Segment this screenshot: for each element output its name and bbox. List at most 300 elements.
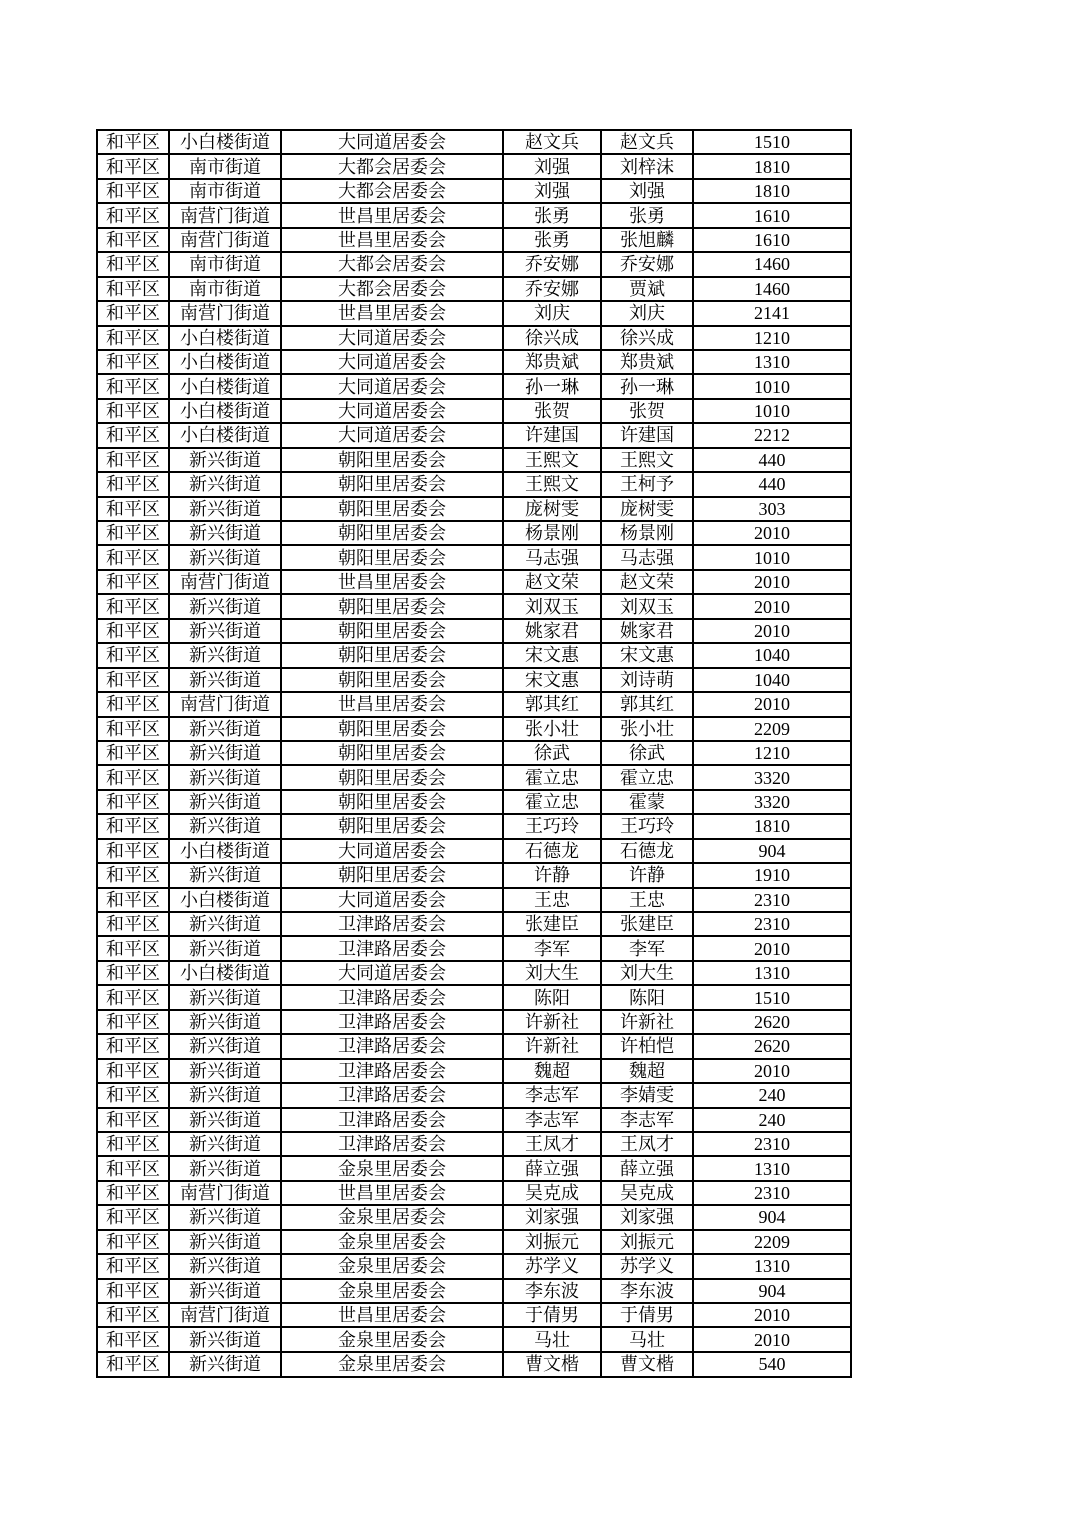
table-cell: 和平区 [97, 301, 169, 325]
table-cell: 徐兴成 [503, 326, 601, 350]
table-row [97, 643, 851, 667]
table-cell: 和平区 [97, 203, 169, 227]
table-cell: 1010 [693, 399, 851, 423]
table-cell: 王忠 [503, 888, 601, 912]
table-cell: 金泉里居委会 [281, 1352, 503, 1377]
table-cell: 王凤才 [503, 1132, 601, 1156]
table-cell: 姚家君 [601, 619, 693, 643]
table-cell: 王忠 [601, 888, 693, 912]
table-cell: 1910 [693, 863, 851, 887]
table-cell: 2310 [693, 1181, 851, 1205]
table-cell: 和平区 [97, 717, 169, 741]
table-cell: 大同道居委会 [281, 888, 503, 912]
table-cell: 刘双玉 [601, 594, 693, 618]
table-cell: 金泉里居委会 [281, 1254, 503, 1278]
table-cell: 卫津路居委会 [281, 1034, 503, 1058]
table-cell: 世昌里居委会 [281, 203, 503, 227]
table-cell: 卫津路居委会 [281, 912, 503, 936]
table-cell: 1610 [693, 203, 851, 227]
table-cell: 朝阳里居委会 [281, 668, 503, 692]
table-row [97, 961, 851, 985]
table-cell: 1310 [693, 961, 851, 985]
table-cell: 王柯予 [601, 472, 693, 496]
table-cell: 魏超 [503, 1059, 601, 1083]
table-cell: 朝阳里居委会 [281, 863, 503, 887]
table-cell: 金泉里居委会 [281, 1205, 503, 1229]
table-cell: 霍立忠 [503, 765, 601, 789]
table-cell: 和平区 [97, 741, 169, 765]
table-cell: 刘大生 [601, 961, 693, 985]
table-cell: 霍立忠 [503, 790, 601, 814]
table-cell: 金泉里居委会 [281, 1327, 503, 1351]
table-cell: 和平区 [97, 1059, 169, 1083]
table-cell: 卫津路居委会 [281, 936, 503, 960]
table-cell: 朝阳里居委会 [281, 643, 503, 667]
table-cell: 440 [693, 472, 851, 496]
table-cell: 马志强 [601, 545, 693, 569]
table-cell: 南营门街道 [169, 1181, 281, 1205]
table-cell: 张小壮 [503, 717, 601, 741]
table-cell: 金泉里居委会 [281, 1279, 503, 1303]
table-cell: 新兴街道 [169, 448, 281, 472]
table-cell: 新兴街道 [169, 545, 281, 569]
table-cell: 303 [693, 497, 851, 521]
table-cell: 新兴街道 [169, 619, 281, 643]
table-row [97, 594, 851, 618]
table-cell: 新兴街道 [169, 1279, 281, 1303]
table-cell: 小白楼街道 [169, 326, 281, 350]
table-cell: 庞树雯 [503, 497, 601, 521]
table-cell: 904 [693, 1205, 851, 1229]
table-cell: 1460 [693, 252, 851, 276]
table-row [97, 130, 851, 154]
table-cell: 和平区 [97, 497, 169, 521]
table-cell: 许新社 [601, 1010, 693, 1034]
table-cell: 新兴街道 [169, 521, 281, 545]
table-cell: 1510 [693, 985, 851, 1009]
table-row [97, 863, 851, 887]
table-row [97, 497, 851, 521]
table-cell: 南营门街道 [169, 228, 281, 252]
table-cell: 刘诗萌 [601, 668, 693, 692]
table-row [97, 1254, 851, 1278]
table-row [97, 1010, 851, 1034]
table-cell: 刘梓沫 [601, 154, 693, 178]
table-cell: 苏学义 [601, 1254, 693, 1278]
table-cell: 孙一琳 [503, 374, 601, 398]
table-row [97, 1327, 851, 1351]
table-cell: 刘庆 [601, 301, 693, 325]
table-cell: 宋文惠 [503, 643, 601, 667]
table-cell: 王熙文 [601, 448, 693, 472]
table-cell: 朝阳里居委会 [281, 448, 503, 472]
table-cell: 郑贵斌 [601, 350, 693, 374]
table-row [97, 448, 851, 472]
table-cell: 李志军 [503, 1083, 601, 1107]
table-row [97, 545, 851, 569]
table-cell: 王巧玲 [503, 814, 601, 838]
table-cell: 王熙文 [503, 448, 601, 472]
table-row [97, 1230, 851, 1254]
table-cell: 庞树雯 [601, 497, 693, 521]
table-cell: 2620 [693, 1010, 851, 1034]
table-cell: 新兴街道 [169, 1059, 281, 1083]
table-cell: 赵文兵 [601, 130, 693, 154]
table-cell: 240 [693, 1108, 851, 1132]
table-cell: 卫津路居委会 [281, 1108, 503, 1132]
table-row [97, 570, 851, 594]
table-cell: 刘强 [503, 179, 601, 203]
table-cell: 许建国 [601, 423, 693, 447]
table-cell: 曹文楷 [503, 1352, 601, 1377]
table-cell: 2620 [693, 1034, 851, 1058]
residents-table-body [97, 130, 851, 1377]
table-cell: 大都会居委会 [281, 277, 503, 301]
table-cell: 和平区 [97, 423, 169, 447]
table-cell: 和平区 [97, 1205, 169, 1229]
table-cell: 石德龙 [601, 839, 693, 863]
table-row [97, 277, 851, 301]
table-cell: 新兴街道 [169, 1205, 281, 1229]
table-cell: 大同道居委会 [281, 399, 503, 423]
table-cell: 2010 [693, 936, 851, 960]
table-row [97, 203, 851, 227]
table-cell: 苏学义 [503, 1254, 601, 1278]
table-cell: 和平区 [97, 1083, 169, 1107]
table-cell: 薛立强 [503, 1156, 601, 1180]
table-cell: 乔安娜 [503, 277, 601, 301]
table-cell: 新兴街道 [169, 985, 281, 1009]
table-cell: 1610 [693, 228, 851, 252]
table-cell: 和平区 [97, 790, 169, 814]
table-row [97, 668, 851, 692]
table-row [97, 814, 851, 838]
table-cell: 王巧玲 [601, 814, 693, 838]
table-cell: 刘双玉 [503, 594, 601, 618]
table-cell: 新兴街道 [169, 594, 281, 618]
table-cell: 金泉里居委会 [281, 1156, 503, 1180]
table-cell: 杨景刚 [601, 521, 693, 545]
table-cell: 徐兴成 [601, 326, 693, 350]
table-row [97, 741, 851, 765]
table-row [97, 1205, 851, 1229]
table-cell: 新兴街道 [169, 814, 281, 838]
table-row [97, 1279, 851, 1303]
table-cell: 1460 [693, 277, 851, 301]
table-row [97, 252, 851, 276]
table-cell: 卫津路居委会 [281, 985, 503, 1009]
table-cell: 和平区 [97, 839, 169, 863]
table-cell: 南营门街道 [169, 301, 281, 325]
table-cell: 张勇 [503, 228, 601, 252]
residents-table [96, 129, 852, 1378]
table-cell: 卫津路居委会 [281, 1083, 503, 1107]
table-row [97, 717, 851, 741]
table-cell: 新兴街道 [169, 1034, 281, 1058]
table-cell: 许新社 [503, 1034, 601, 1058]
table-cell: 刘家强 [601, 1205, 693, 1229]
table-cell: 新兴街道 [169, 1352, 281, 1377]
table-cell: 李东波 [503, 1279, 601, 1303]
table-row [97, 912, 851, 936]
table-cell: 朝阳里居委会 [281, 765, 503, 789]
table-cell: 和平区 [97, 643, 169, 667]
table-cell: 徐武 [503, 741, 601, 765]
table-cell: 南市街道 [169, 154, 281, 178]
table-cell: 张建臣 [601, 912, 693, 936]
table-row [97, 154, 851, 178]
table-cell: 杨景刚 [503, 521, 601, 545]
table-cell: 新兴街道 [169, 497, 281, 521]
table-cell: 金泉里居委会 [281, 1230, 503, 1254]
table-cell: 1010 [693, 545, 851, 569]
table-cell: 2010 [693, 521, 851, 545]
table-cell: 南市街道 [169, 179, 281, 203]
table-cell: 吴克成 [503, 1181, 601, 1205]
table-cell: 和平区 [97, 570, 169, 594]
table-cell: 2010 [693, 619, 851, 643]
table-row [97, 1059, 851, 1083]
table-cell: 南营门街道 [169, 203, 281, 227]
table-cell: 小白楼街道 [169, 399, 281, 423]
table-cell: 1810 [693, 814, 851, 838]
table-cell: 540 [693, 1352, 851, 1377]
table-cell: 王凤才 [601, 1132, 693, 1156]
table-cell: 刘家强 [503, 1205, 601, 1229]
table-cell: 马壮 [503, 1327, 601, 1351]
table-cell: 1810 [693, 154, 851, 178]
table-row [97, 326, 851, 350]
table-cell: 世昌里居委会 [281, 570, 503, 594]
table-cell: 刘大生 [503, 961, 601, 985]
table-cell: 新兴街道 [169, 912, 281, 936]
table-cell: 和平区 [97, 1034, 169, 1058]
table-cell: 姚家君 [503, 619, 601, 643]
table-cell: 大同道居委会 [281, 961, 503, 985]
table-cell: 和平区 [97, 545, 169, 569]
table-cell: 1510 [693, 130, 851, 154]
table-cell: 2310 [693, 888, 851, 912]
table-cell: 1040 [693, 643, 851, 667]
table-cell: 南营门街道 [169, 692, 281, 716]
table-cell: 陈阳 [503, 985, 601, 1009]
table-cell: 南市街道 [169, 252, 281, 276]
table-cell: 新兴街道 [169, 1156, 281, 1180]
table-cell: 张建臣 [503, 912, 601, 936]
table-cell: 朝阳里居委会 [281, 790, 503, 814]
table-cell: 2010 [693, 692, 851, 716]
table-cell: 霍蒙 [601, 790, 693, 814]
table-row [97, 888, 851, 912]
table-cell: 1040 [693, 668, 851, 692]
table-cell: 和平区 [97, 374, 169, 398]
table-cell: 2010 [693, 570, 851, 594]
table-cell: 和平区 [97, 1352, 169, 1377]
table-cell: 李军 [503, 936, 601, 960]
table-row [97, 228, 851, 252]
table-cell: 乔安娜 [601, 252, 693, 276]
table-cell: 新兴街道 [169, 741, 281, 765]
table-cell: 郭其红 [601, 692, 693, 716]
table-cell: 1310 [693, 1254, 851, 1278]
table-cell: 李婧雯 [601, 1083, 693, 1107]
table-cell: 薛立强 [601, 1156, 693, 1180]
table-cell: 张贺 [601, 399, 693, 423]
table-cell: 朝阳里居委会 [281, 814, 503, 838]
table-cell: 小白楼街道 [169, 374, 281, 398]
table-row [97, 399, 851, 423]
table-cell: 新兴街道 [169, 1230, 281, 1254]
table-cell: 1210 [693, 326, 851, 350]
table-row [97, 1156, 851, 1180]
table-cell: 新兴街道 [169, 1254, 281, 1278]
table-cell: 2141 [693, 301, 851, 325]
table-cell: 和平区 [97, 350, 169, 374]
table-cell: 新兴街道 [169, 936, 281, 960]
table-row [97, 179, 851, 203]
table-cell: 许新社 [503, 1010, 601, 1034]
table-cell: 魏超 [601, 1059, 693, 1083]
table-cell: 大同道居委会 [281, 350, 503, 374]
table-row [97, 1108, 851, 1132]
table-cell: 3320 [693, 790, 851, 814]
table-row [97, 619, 851, 643]
table-cell: 刘强 [503, 154, 601, 178]
table-cell: 240 [693, 1083, 851, 1107]
table-cell: 新兴街道 [169, 1108, 281, 1132]
table-cell: 904 [693, 839, 851, 863]
table-cell: 和平区 [97, 594, 169, 618]
table-cell: 许建国 [503, 423, 601, 447]
table-cell: 石德龙 [503, 839, 601, 863]
table-cell: 南营门街道 [169, 570, 281, 594]
table-cell: 朝阳里居委会 [281, 741, 503, 765]
table-cell: 2212 [693, 423, 851, 447]
table-cell: 刘振元 [503, 1230, 601, 1254]
table-row [97, 1132, 851, 1156]
table-cell: 2010 [693, 1303, 851, 1327]
table-cell: 新兴街道 [169, 1083, 281, 1107]
table-cell: 2209 [693, 1230, 851, 1254]
table-cell: 和平区 [97, 936, 169, 960]
table-cell: 世昌里居委会 [281, 1181, 503, 1205]
table-cell: 小白楼街道 [169, 423, 281, 447]
table-cell: 大都会居委会 [281, 179, 503, 203]
table-cell: 新兴街道 [169, 643, 281, 667]
table-cell: 许静 [601, 863, 693, 887]
table-cell: 朝阳里居委会 [281, 521, 503, 545]
table-cell: 和平区 [97, 472, 169, 496]
table-row [97, 374, 851, 398]
table-cell: 2010 [693, 1327, 851, 1351]
table-cell: 1310 [693, 350, 851, 374]
table-cell: 朝阳里居委会 [281, 717, 503, 741]
table-cell: 乔安娜 [503, 252, 601, 276]
table-cell: 李军 [601, 936, 693, 960]
table-cell: 和平区 [97, 130, 169, 154]
table-cell: 新兴街道 [169, 765, 281, 789]
table-cell: 小白楼街道 [169, 888, 281, 912]
table-cell: 新兴街道 [169, 668, 281, 692]
table-cell: 新兴街道 [169, 717, 281, 741]
table-cell: 刘振元 [601, 1230, 693, 1254]
table-row [97, 936, 851, 960]
table-cell: 马壮 [601, 1327, 693, 1351]
table-cell: 张小壮 [601, 717, 693, 741]
table-cell: 于倩男 [601, 1303, 693, 1327]
table-cell: 和平区 [97, 252, 169, 276]
table-cell: 904 [693, 1279, 851, 1303]
table-cell: 李志军 [601, 1108, 693, 1132]
table-cell: 1010 [693, 374, 851, 398]
table-row [97, 1034, 851, 1058]
table-cell: 和平区 [97, 399, 169, 423]
table-cell: 陈阳 [601, 985, 693, 1009]
table-cell: 和平区 [97, 668, 169, 692]
table-cell: 大同道居委会 [281, 374, 503, 398]
table-cell: 李志军 [503, 1108, 601, 1132]
table-cell: 小白楼街道 [169, 961, 281, 985]
table-cell: 和平区 [97, 1156, 169, 1180]
table-cell: 和平区 [97, 814, 169, 838]
table-row [97, 1181, 851, 1205]
table-cell: 小白楼街道 [169, 130, 281, 154]
table-row [97, 423, 851, 447]
table-cell: 大同道居委会 [281, 423, 503, 447]
table-cell: 和平区 [97, 692, 169, 716]
table-cell: 宋文惠 [601, 643, 693, 667]
table-cell: 李东波 [601, 1279, 693, 1303]
table-cell: 宋文惠 [503, 668, 601, 692]
table-cell: 440 [693, 448, 851, 472]
table-cell: 1310 [693, 1156, 851, 1180]
table-cell: 贾斌 [601, 277, 693, 301]
table-cell: 孙一琳 [601, 374, 693, 398]
table-cell: 小白楼街道 [169, 839, 281, 863]
table-cell: 徐武 [601, 741, 693, 765]
table-cell: 和平区 [97, 863, 169, 887]
table-cell: 新兴街道 [169, 472, 281, 496]
table-cell: 南市街道 [169, 277, 281, 301]
table-cell: 和平区 [97, 326, 169, 350]
table-cell: 朝阳里居委会 [281, 594, 503, 618]
table-cell: 赵文兵 [503, 130, 601, 154]
table-cell: 和平区 [97, 985, 169, 1009]
table-cell: 吴克成 [601, 1181, 693, 1205]
table-cell: 朝阳里居委会 [281, 497, 503, 521]
table-cell: 1210 [693, 741, 851, 765]
table-cell: 2010 [693, 1059, 851, 1083]
table-cell: 和平区 [97, 765, 169, 789]
table-cell: 赵文荣 [601, 570, 693, 594]
table-cell: 卫津路居委会 [281, 1010, 503, 1034]
table-row [97, 521, 851, 545]
table-cell: 王熙文 [503, 472, 601, 496]
table-cell: 世昌里居委会 [281, 1303, 503, 1327]
table-cell: 和平区 [97, 521, 169, 545]
table-cell: 大同道居委会 [281, 839, 503, 863]
table-cell: 大同道居委会 [281, 326, 503, 350]
table-cell: 大都会居委会 [281, 252, 503, 276]
table-cell: 卫津路居委会 [281, 1132, 503, 1156]
table-row [97, 692, 851, 716]
table-cell: 朝阳里居委会 [281, 545, 503, 569]
table-row [97, 1303, 851, 1327]
table-cell: 和平区 [97, 1181, 169, 1205]
table-cell: 和平区 [97, 961, 169, 985]
table-cell: 大同道居委会 [281, 130, 503, 154]
table-cell: 和平区 [97, 1132, 169, 1156]
